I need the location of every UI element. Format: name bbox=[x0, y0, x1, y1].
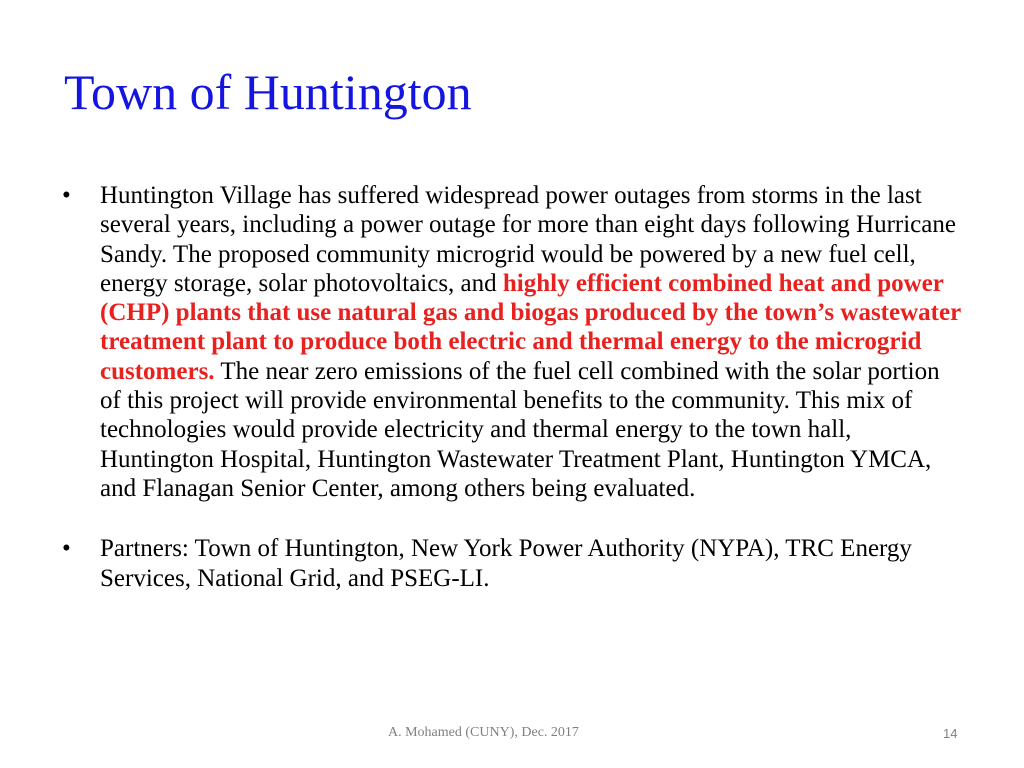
bullet-text-outro: The near zero emissions of the fuel cell combined with the solar portion of this project will provide environmental benefits to the community. This mix of technologies would provide electricity and thermal energy to the town hall, Huntington Hospital, Huntington Wastewater Treatment Plant, Huntington YMCA, and Flanagan Senior Center, among others being evaluated. bbox=[100, 357, 940, 502]
slide-footer: A. Mohamed (CUNY), Dec. 2017 bbox=[388, 725, 579, 740]
bullet-item-microgrid bbox=[62, 181, 962, 503]
slide-title: Town of Huntington bbox=[64, 64, 472, 120]
bullet-text-highlight: highly efficient combined heat and power (CHP) plants that use natural gas and biogas produced by the town’s wastewater treatment plant to produce both electric and thermal energy to the microgrid customers. bbox=[100, 269, 961, 385]
bullet-marker: • bbox=[62, 182, 71, 209]
bullet-list bbox=[62, 181, 962, 593]
bullet-text-intro: Huntington Village has suffered widespread power outages from storms in the last several years, including a power outage for more than eight days following Hurricane Sandy. The proposed community microgrid would be powered by a new fuel cell, energy storage, solar photovoltaics, and bbox=[100, 182, 956, 297]
page-number: 14 bbox=[943, 726, 958, 741]
bullet-item-partners bbox=[62, 534, 962, 593]
bullet-text-partners: Partners: Town of Huntington, New York Power Authority (NYPA), TRC Energy Services, National Grid, and PSEG-LI. bbox=[100, 535, 912, 592]
bullet-marker: • bbox=[62, 535, 71, 563]
